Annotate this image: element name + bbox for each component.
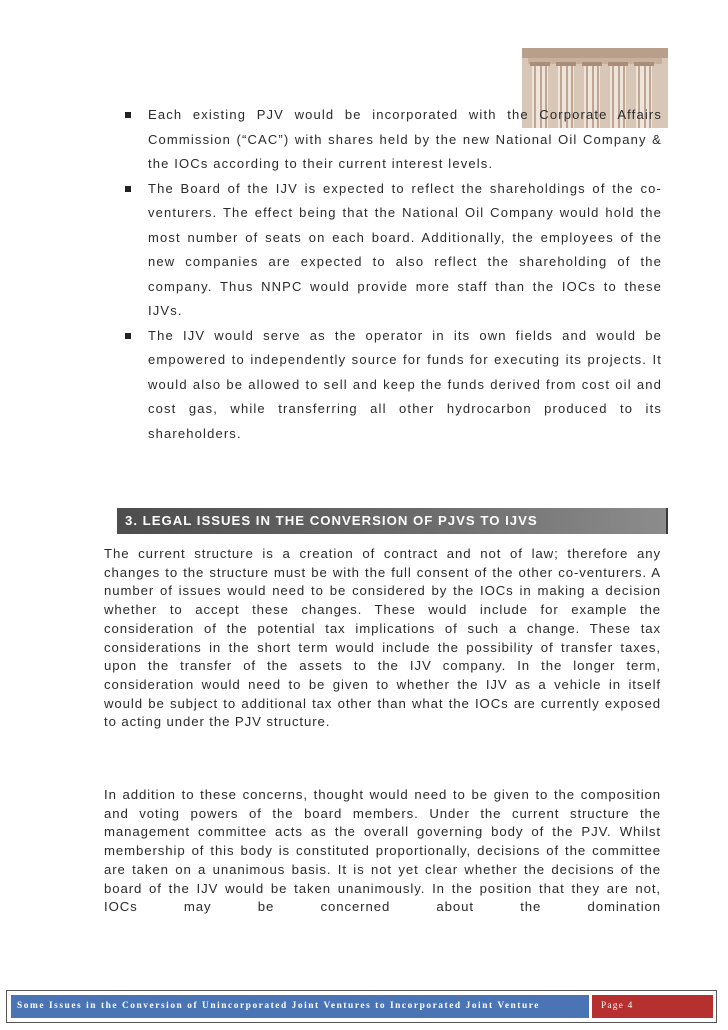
footer-document-title: Some Issues in the Conversion of Unincorporated Joint Ventures to Incorporated Joint Venture	[11, 995, 589, 1018]
bullet-item-cac: Each existing PJV would be incorporated with the Corporate Affairs Commission (“CAC”) with shares held by the new National Oil Company & the IOCs according to their current interest levels.	[120, 103, 662, 177]
paragraph-board-composition: In addition to these concerns, thought would need to be given to the composition and voting powers of the board members. Under the current structure the management committee acts as the overall governing body of the PJV. Whilst membership of this body is constituted proportionally, decisions of the committee are taken on a unanimous basis. It is not yet clear whether the decisions of the board of the IJV would be taken unanimously. In the position that they are not, IOCs may be concerned about the domination	[104, 787, 661, 915]
section-heading-bar	[117, 508, 668, 534]
footer-page-number: Page 4	[592, 995, 713, 1018]
page-footer	[6, 990, 717, 1023]
paragraph-legal-issues: The current structure is a creation of contract and not of law; therefore any changes to the structure must be with the full consent of the other co-venturers. A number of issues would need to be considered by the IOCs in making a decision whether to accept these changes. These would include for example the consideration of the potential tax implications of such a change. These tax considerations in the short term would include the possibility of transfer taxes, upon the transfer of the assets to the IJV company. In the longer term, consideration would need to be given to whether the IJV as a vehicle in itself would be subject to additional tax other than what the IOCs are currently exposed to acting under the PJV structure.	[104, 546, 661, 730]
section-title: 3. LEGAL ISSUES IN THE CONVERSION OF PJVS TO IJVS	[125, 513, 538, 528]
bullet-item-operator: The IJV would serve as the operator in its own fields and would be empowered to independently source for funds for executing its projects. It would also be allowed to sell and keep the funds derived from cost oil and cost gas, while transferring all other hydrocarbon produced to its shareholders.	[120, 324, 662, 447]
bullet-item-board: The Board of the IJV is expected to reflect the shareholdings of the co-venturers. The effect being that the National Oil Company would hold the most number of seats on each board. Additionally, the employees of the new companies are expected to also reflect the shareholding of the company. Thus NNPC would provide more staff than the IOCs to these IJVs.	[120, 177, 662, 324]
bullet-list	[120, 103, 662, 446]
